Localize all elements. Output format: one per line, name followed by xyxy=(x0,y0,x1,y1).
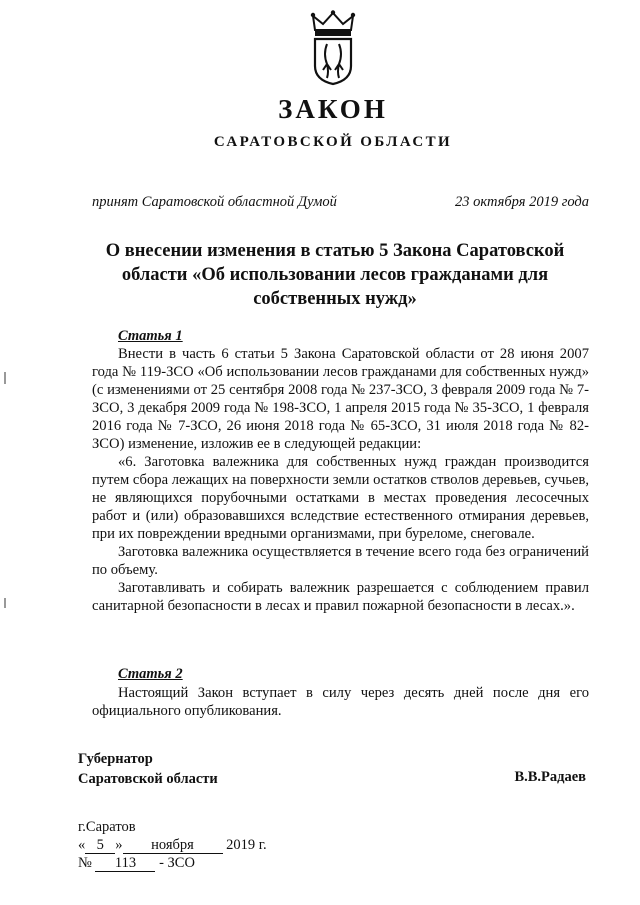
adopted-by: принят Саратовской областной Думой xyxy=(92,194,337,210)
signing-date: « 5 » ноября 2019 г. xyxy=(78,837,267,853)
signature-line-1: Губернатор xyxy=(78,751,153,767)
law-number-value: 113 xyxy=(95,856,155,872)
article-1-paragraph: Внести в часть 6 статьи 5 Закона Саратовской области от 28 июня 2007 года № 119-ЗСО «Об использовании лесов гражданами для собственных нужд» (с изменениями от 25 сентября 2008 года № 237-ЗСО, 3 февраля 2009 года № 7-ЗСО, 3 декабря 2009 года № 198-ЗСО, 1 апреля 2015 года № 35-ЗСО, 1 февраля 2016 года № 7-ЗСО, 26 июня 2018 года № 65-ЗСО, 31 июля 2018 года № 82-ЗСО) изменение, изложив ее в следующей редакции: xyxy=(92,346,589,452)
signature-title xyxy=(78,749,218,789)
signatory-name: В.В.Радаев xyxy=(514,769,586,785)
adopted-date: 23 октября 2019 года xyxy=(455,194,589,210)
scan-mark xyxy=(4,372,6,384)
article-2-heading: Статья 2 xyxy=(118,666,183,682)
signing-day: 5 xyxy=(85,838,115,854)
article-1-paragraph: «6. Заготовка валежника для собственных нужд граждан производится путем сбора лежащих на поверхности земли остатков стволов деревьев, сучьев, не являющихся порубочными остатками в местах проведения лесосечных работ и (или) образовавшихся вследствие естественного отмирания деревьев, при их повреждении вредными организмами, при буреломе, снеговале. xyxy=(92,454,589,542)
article-1-paragraph: Заготовка валежника осуществляется в течение всего года без ограничений по объему. xyxy=(92,544,589,578)
article-1-paragraph: Заготавливать и собирать валежник разрешается с соблюдением правил санитарной безопасности в лесах и правил пожарной безопасности в лесах.». xyxy=(92,580,589,614)
signing-year: 2019 г. xyxy=(226,837,267,853)
signing-month: ноября xyxy=(123,838,223,854)
article-2-body xyxy=(92,684,589,720)
signature-line-2: Саратовской области xyxy=(78,771,218,787)
document-title: ЗАКОН xyxy=(278,94,388,124)
law-title: О внесении изменения в статью 5 Закона Саратовской области «Об использовании лесов гражданами для собственных нужд» xyxy=(105,241,565,309)
article-2-paragraph: Настоящий Закон вступает в силу через десять дней после дня его официального опубликования. xyxy=(92,685,589,719)
law-number: № 113 - ЗСО xyxy=(78,855,195,871)
signing-details xyxy=(78,818,267,872)
coat-of-arms-icon xyxy=(307,10,359,86)
article-1-heading: Статья 1 xyxy=(118,328,183,344)
signing-city: г.Саратов xyxy=(78,819,136,835)
scan-mark xyxy=(4,598,6,608)
article-1-body xyxy=(92,345,589,615)
document-subtitle: САРАТОВСКОЙ ОБЛАСТИ xyxy=(213,134,453,150)
